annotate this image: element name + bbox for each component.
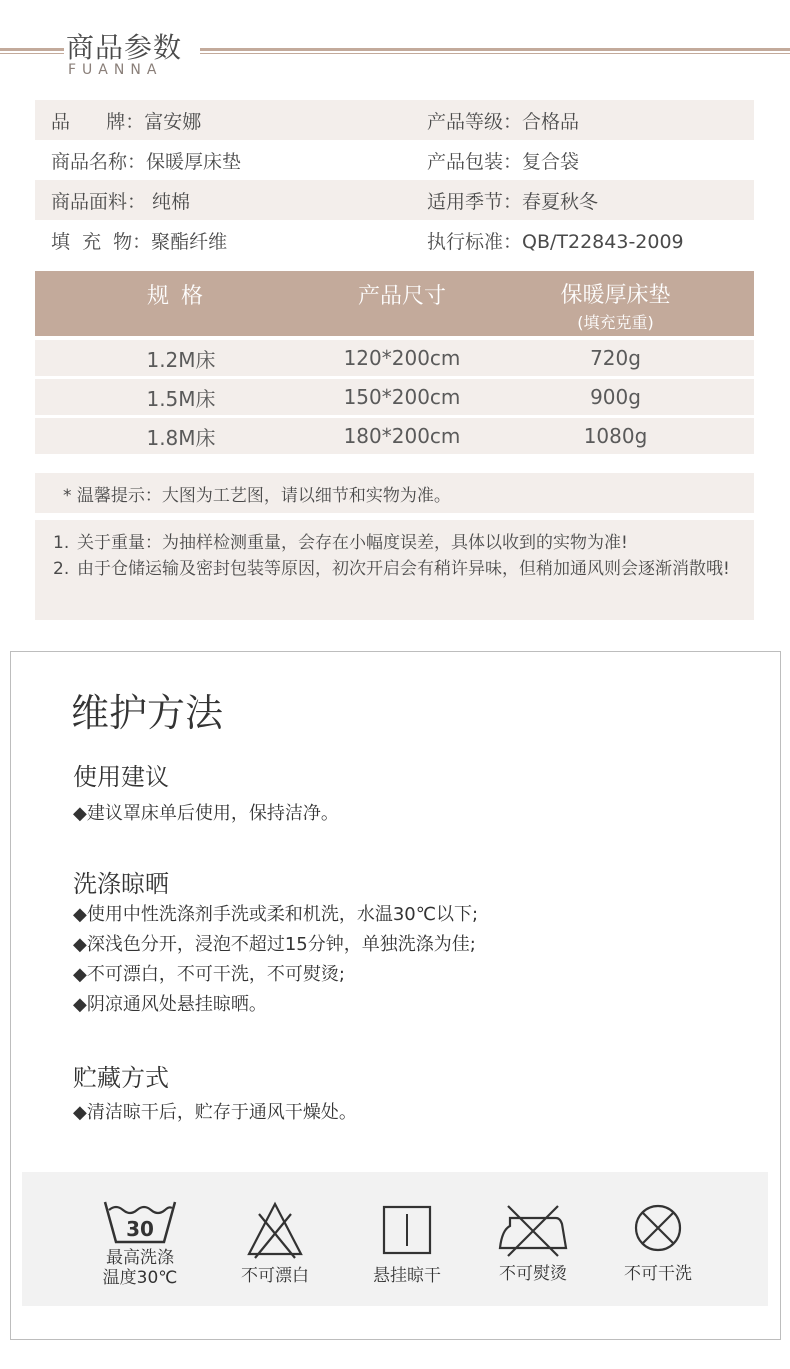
param-grade: 产品等级：合格品 — [427, 110, 580, 133]
cell-spec: 1.8M床 — [146, 425, 216, 450]
no-iron-icon — [496, 1202, 570, 1258]
icon-label: 悬挂晾干 — [373, 1266, 441, 1286]
note-item — [53, 530, 738, 556]
icon-label: 不可熨烫 — [499, 1264, 567, 1284]
header-weight-title: 保暖厚床垫 — [560, 283, 671, 308]
no-bleach-icon — [245, 1200, 305, 1260]
param-brand: 品 牌：富安娜 — [51, 110, 202, 133]
spec-table — [35, 271, 754, 454]
brand-subtitle: FUANNA — [68, 62, 163, 78]
cell-weight: 1080g — [583, 424, 648, 448]
header-weight — [477, 271, 754, 336]
param-packaging: 产品包装：复合袋 — [427, 150, 580, 173]
wash-temp-number: 30 — [126, 1217, 154, 1241]
cell-weight: 720g — [590, 346, 641, 370]
wash-30-icon — [100, 1196, 180, 1248]
param-row — [35, 100, 754, 140]
header-size: 产品尺寸 — [357, 284, 446, 309]
cell-size: 120*200cm — [343, 346, 461, 370]
icon-label: 最高洗涤 — [106, 1248, 174, 1268]
usage-heading: 使用建议 — [73, 763, 169, 791]
section-title: 商品参数 — [66, 31, 183, 64]
storage-item: ◆清洁晾干后，贮存于通风干燥处。 — [73, 1102, 357, 1123]
cell-size: 150*200cm — [343, 385, 461, 409]
param-row — [35, 180, 754, 220]
cell-spec: 1.2M床 — [146, 347, 216, 372]
param-season: 适用季节：春夏秋冬 — [427, 190, 599, 213]
list-item: ◆阴凉通风处悬挂晾晒。 — [73, 994, 267, 1015]
param-filling: 填 充 物：聚酯纤维 — [51, 230, 228, 253]
header-weight-note: (填充克重) — [577, 313, 654, 332]
note-text: 由于仓储运输及密封包装等原因，初次开启会有稍许异味，但稍加通风则会逐渐消散哦! — [77, 559, 730, 579]
care-icon-no-dry-clean — [598, 1172, 718, 1284]
hang-dry-icon — [381, 1204, 433, 1256]
cell-weight: 900g — [590, 385, 641, 409]
washing-list — [73, 900, 478, 1020]
table-row — [35, 340, 754, 376]
list-item: ◆深浅色分开，浸泡不超过15分钟，单独洗涤为佳; — [73, 934, 476, 955]
note-item — [53, 556, 738, 582]
param-fabric: 商品面料： 纯棉 — [51, 190, 191, 213]
washing-heading: 洗涤晾晒 — [73, 870, 169, 898]
icon-label: 温度30℃ — [102, 1268, 178, 1288]
param-standard: 执行标准：QB/T22843-2009 — [427, 230, 684, 253]
product-params — [35, 100, 754, 260]
usage-item: ◆建议罩床单后使用，保持洁净。 — [73, 803, 339, 824]
header-rule-left — [0, 48, 64, 54]
care-icon-no-bleach — [215, 1172, 335, 1286]
section-header — [0, 22, 790, 82]
icon-label: 不可干洗 — [624, 1264, 692, 1284]
header-rule-right — [200, 48, 790, 54]
param-row — [35, 140, 754, 180]
notes-box — [35, 520, 754, 620]
storage-heading: 贮藏方式 — [73, 1064, 169, 1092]
param-row — [35, 220, 754, 260]
note-number: 2. — [53, 559, 70, 579]
note-number: 1. — [53, 533, 70, 553]
care-title: 维护方法 — [71, 691, 224, 735]
list-item: ◆不可漂白，不可干洗，不可熨烫; — [73, 964, 345, 985]
cell-size: 180*200cm — [343, 424, 461, 448]
icon-label: 不可漂白 — [241, 1266, 309, 1286]
note-text: 关于重量：为抽样检测重量，会存在小幅度误差，具体以收到的实物为准! — [77, 533, 628, 553]
care-icon-no-iron — [473, 1172, 593, 1284]
spec-table-header — [35, 271, 754, 336]
table-row — [35, 379, 754, 415]
care-icon-hang-dry — [347, 1172, 467, 1286]
header-spec: 规格 — [146, 284, 215, 309]
list-item: ◆使用中性洗涤剂手洗或柔和机洗，水温30℃以下; — [73, 904, 479, 925]
warm-tip: * 温馨提示：大图为工艺图，请以细节和实物为准。 — [35, 473, 754, 513]
param-product-name: 商品名称：保暖厚床垫 — [51, 150, 242, 173]
table-row — [35, 418, 754, 454]
cell-spec: 1.5M床 — [146, 386, 216, 411]
care-icons — [22, 1172, 768, 1306]
care-icon-wash — [80, 1172, 200, 1288]
no-dry-clean-icon — [632, 1202, 684, 1254]
